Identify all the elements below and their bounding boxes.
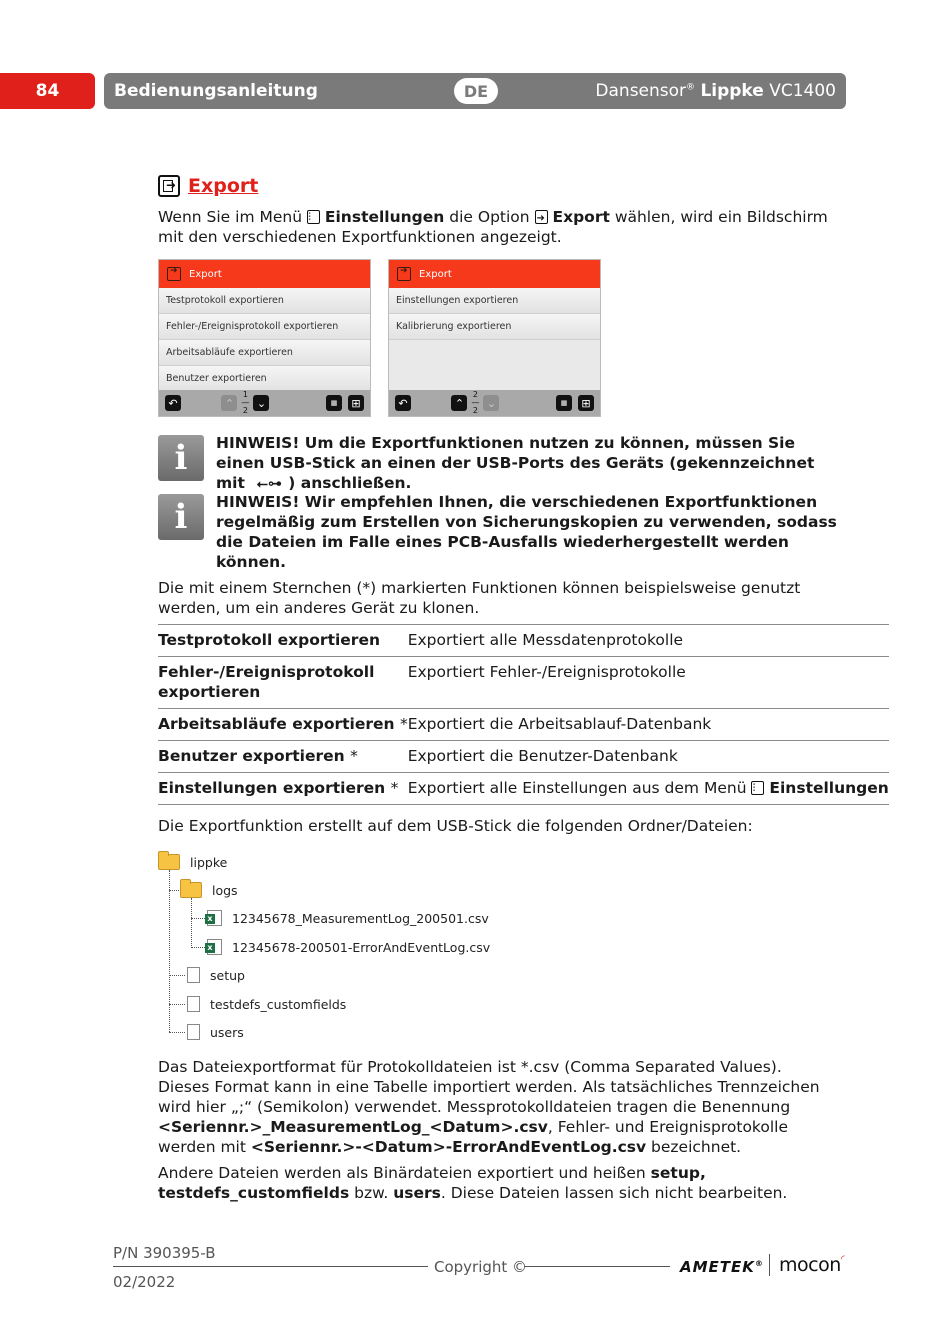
tree-file-testdefs: testdefs_customfields — [187, 996, 346, 1012]
tree-folder-root: lippke — [158, 854, 227, 870]
mocon-swoosh-icon: ◜ — [840, 1254, 845, 1265]
screen-footer — [159, 390, 370, 416]
table-row: Einstellungen exportieren * Exportiert alle Einstellungen aus dem Menü ⫶⫶ Einstellungen — [158, 773, 889, 805]
table-row: Testprotokoll exportieren Exportiert alle Messdatenprotokolle — [158, 625, 889, 657]
export-screen-page-2 — [388, 259, 601, 417]
clone-paragraph: Die mit einem Sternchen (*) markierten Funktionen können beispielsweise genutzt werden, um ein anderes Gerät zu klonen. — [158, 579, 801, 617]
file-icon — [187, 1024, 200, 1040]
info-icon: i — [158, 494, 204, 540]
settings-icon — [751, 781, 764, 795]
ametek-logo: AMETEK® — [680, 1258, 764, 1276]
section-title: Export — [188, 175, 259, 197]
table-row: Arbeitsabläufe exportieren * Exportiert die Arbeitsablauf-Datenbank — [158, 709, 889, 741]
screen-title: Export — [189, 268, 222, 280]
tree-file-setup: setup — [187, 967, 245, 983]
section-heading — [158, 175, 258, 197]
menu-item-users[interactable]: Benutzer exportieren — [159, 366, 370, 392]
document-date: 02/2022 — [113, 1273, 176, 1291]
note-usb — [158, 433, 838, 494]
page-up-icon[interactable]: ⌃ — [451, 395, 467, 411]
page-indicator: 2 — 2 — [471, 390, 480, 415]
export-icon — [397, 267, 411, 281]
intro-paragraph: Wenn Sie im Menü ⫶⫶ Einstellungen die Option ➜ Export wählen, wird ein Bildschirm mit den verschiedenen Exportfunktionen angezeigt. — [158, 207, 838, 247]
screen-header — [389, 260, 600, 288]
page-indicator: 1 — 2 — [241, 390, 250, 415]
header-bar — [104, 73, 846, 109]
footer-divider — [113, 1266, 428, 1267]
tree-file-users: users — [187, 1024, 244, 1040]
screen-footer — [389, 390, 600, 416]
tree-folder-logs: logs — [180, 882, 238, 898]
back-icon[interactable]: ↶ — [395, 395, 411, 411]
settings-icon — [307, 210, 320, 224]
usb-icon: ⭠⊶ — [256, 476, 282, 492]
menu-item-workflows[interactable]: Arbeitsabläufe exportieren — [159, 340, 370, 366]
page-down-icon[interactable]: ⌄ — [253, 395, 269, 411]
back-icon[interactable]: ↶ — [165, 395, 181, 411]
note-text: HINWEIS! Um die Exportfunktionen nutzen zu können, müssen Sie einen USB-Stick an einen der USB-Ports des Geräts (gekennzeichnet mit ⭠⊶ ) anschließen. — [216, 434, 815, 492]
note-text: HINWEIS! Wir empfehlen Ihnen, die verschiedenen Exportfunktionen regelmäßig zum Erstellen von Sicherungskopien zu verwenden, sodass die Dateien im Falle eines PCB-Ausfalls wiederhergestellt werden können. — [216, 493, 837, 571]
tree-file-error-log: x 12345678-200501-ErrorAndEventLog.csv — [207, 939, 490, 955]
file-icon — [187, 996, 200, 1012]
page-down-icon[interactable]: ⌄ — [483, 395, 499, 411]
export-icon — [158, 175, 180, 197]
folder-icon — [158, 854, 180, 870]
mocon-logo: mocon◜ — [779, 1254, 845, 1276]
screen-title: Export — [419, 268, 452, 280]
copyright: Copyright © — [434, 1258, 528, 1276]
language-badge: DE — [454, 78, 498, 104]
part-number: P/N 390395-B — [113, 1244, 216, 1262]
file-icon — [187, 967, 200, 983]
screen-header — [159, 260, 370, 288]
page-up-icon[interactable]: ⌃ — [221, 395, 237, 411]
note-backup — [158, 492, 838, 572]
table-row: Benutzer exportieren * Exportiert die Benutzer-Datenbank — [158, 741, 889, 773]
keypad-icon[interactable]: ▦ — [326, 395, 342, 411]
export-icon — [167, 267, 181, 281]
logo-separator — [769, 1254, 770, 1276]
folder-intro: Die Exportfunktion erstellt auf dem USB-Stick die folgenden Ordner/Dateien: — [158, 817, 753, 835]
menu-item-settings[interactable]: Einstellungen exportieren — [389, 288, 600, 314]
menu-item-error-log[interactable]: Fehler-/Ereignisprotokoll exportieren — [159, 314, 370, 340]
product-name: Dansensor® Lippke VC1400 — [595, 81, 836, 101]
manual-title: Bedienungsanleitung — [114, 81, 318, 101]
menu-grid-icon[interactable]: ⊞ — [348, 395, 364, 411]
menu-item-calibration[interactable]: Kalibrierung exportieren — [389, 314, 600, 340]
menu-grid-icon[interactable]: ⊞ — [578, 395, 594, 411]
keypad-icon[interactable]: ▦ — [556, 395, 572, 411]
page-number: 84 — [0, 73, 95, 109]
folder-icon — [180, 882, 202, 898]
export-screen-page-1 — [158, 259, 371, 417]
table-row: Fehler-/Ereignisprotokoll exportieren Exportiert Fehler-/Ereignisprotokolle — [158, 657, 889, 709]
menu-item-test-log[interactable]: Testprotokoll exportieren — [159, 288, 370, 314]
export-small-icon — [535, 210, 548, 224]
excel-file-icon — [207, 939, 222, 955]
info-icon: i — [158, 435, 204, 481]
footer-divider — [524, 1266, 670, 1267]
format-paragraph: Das Dateiexportformat für Protokolldateien ist *.csv (Comma Separated Values). Dieses Format kann in eine Tabelle importiert werden. Als tatsächliches Trennzeichen wird hier „;“ (Semikolon) verwendet. Messprotokolldateien tragen die Benennung <Seriennr.>_MeasurementLog_<Datum>.csv, Fehler- und Ereignisprotokolle werden mit <Seriennr.>-<Datum>-ErrorAndEventLog.csv bezeichnet. — [158, 1058, 820, 1156]
binary-files-paragraph: Andere Dateien werden als Binärdateien exportiert und heißen setup, testdefs_customfields bzw. users. Diese Dateien lassen sich nicht bearbeiten. — [158, 1164, 788, 1202]
excel-file-icon — [207, 910, 222, 926]
export-functions-table — [158, 624, 889, 805]
tree-file-measurement-log: x 12345678_MeasurementLog_200501.csv — [207, 910, 489, 926]
